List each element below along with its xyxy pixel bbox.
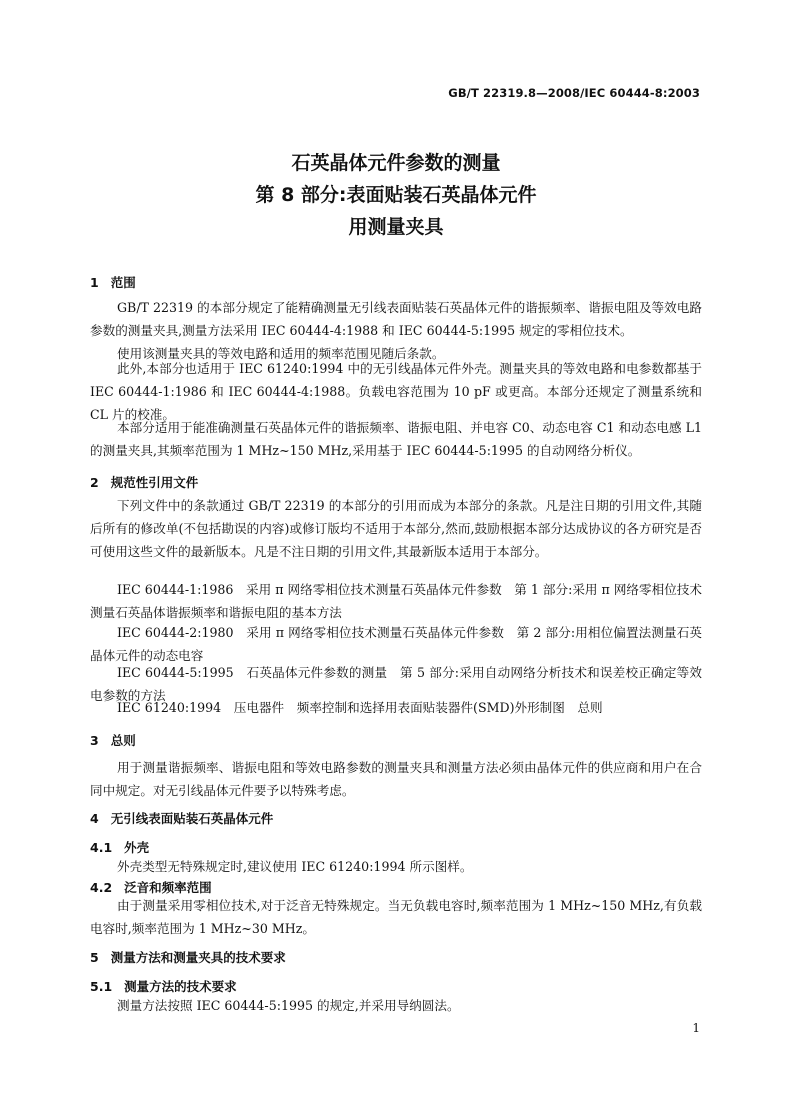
section-number: 5 xyxy=(90,950,99,965)
section-5-1-heading xyxy=(90,977,237,995)
section-number: 5.1 xyxy=(90,979,113,994)
paragraph: 本部分适用于能准确测量石英晶体元件的谐振频率、谐振电阻、并电容 C0、动态电容 C1 和动态电感 L1 的测量夹具,其频率范围为 1 MHz~150 MHz,采用基于 IEC 60444-5:1995 的自动网络分析仪。 xyxy=(90,420,702,459)
section-number: 1 xyxy=(90,275,99,290)
section-title: 无引线表面贴装石英晶体元件 xyxy=(110,811,274,826)
section-number: 2 xyxy=(90,475,99,490)
section-title: 测量方法的技术要求 xyxy=(124,979,237,994)
document-title-line-3: 用测量夹具 xyxy=(348,216,444,238)
standard-number-header: GB/T 22319.8—2008/IEC 60444-8:2003 xyxy=(448,86,700,100)
document-title-line-1: 石英晶体元件参数的测量 xyxy=(291,152,501,174)
section-number: 4.2 xyxy=(90,880,113,895)
section-4-1-heading xyxy=(90,838,149,856)
page-number: 1 xyxy=(692,1021,700,1035)
paragraph: 此外,本部分也适用于 IEC 61240:1994 中的无引线晶体元件外壳。测量夹具的等效电路和电参数都基于 IEC 60444-1:1986 和 IEC 60444-4:1988。负载电容范围为 10 pF 或更高。本部分还规定了测量系统和 CL 片的校准。 xyxy=(90,361,702,423)
section-4-heading xyxy=(90,809,273,827)
section-number: 4.1 xyxy=(90,840,113,855)
section-5-heading xyxy=(90,948,286,966)
paragraph: 测量方法按照 IEC 60444-5:1995 的规定,并采用导纳圆法。 xyxy=(117,998,460,1013)
section-title: 泛音和频率范围 xyxy=(124,880,212,895)
paragraph: 使用该测量夹具的等效电路和适用的频率范围见随后条款。 xyxy=(117,346,445,361)
reference-entry: IEC 60444-2:1980 采用 π 网络零相位技术测量石英晶体元件参数 第 2 部分:用相位偏置法测量石英晶体元件的动态电容 xyxy=(90,625,702,664)
section-number: 3 xyxy=(90,733,99,748)
paragraph: 由于测量采用零相位技术,对于泛音无特殊规定。当无负载电容时,频率范围为 1 MHz~150 MHz,有负载电容时,频率范围为 1 MHz~30 MHz。 xyxy=(90,898,702,937)
paragraph: 用于测量谐振频率、谐振电阻和等效电路参数的测量夹具和测量方法必须由晶体元件的供应商和用户在合同中规定。对无引线晶体元件要予以特殊考虑。 xyxy=(90,760,702,799)
reference-entry: IEC 61240:1994 压电器件 频率控制和选择用表面贴装器件(SMD)外形制图 总则 xyxy=(117,700,603,715)
reference-entry: IEC 60444-1:1986 采用 π 网络零相位技术测量石英晶体元件参数 第 1 部分:采用 π 网络零相位技术测量石英晶体谐振频率和谐振电阻的基本方法 xyxy=(90,582,702,621)
paragraph: GB/T 22319 的本部分规定了能精确测量无引线表面贴装石英晶体元件的谐振频率、谐振电阻及等效电路参数的测量夹具,测量方法采用 IEC 60444-4:1988 和 IEC 60444-5:1995 规定的零相位技术。 xyxy=(90,300,702,339)
reference-entry: IEC 60444-5:1995 石英晶体元件参数的测量 第 5 部分:采用自动网络分析技术和误差校正确定等效电参数的方法 xyxy=(90,665,702,704)
paragraph: 外壳类型无特殊规定时,建议使用 IEC 61240:1994 所示图样。 xyxy=(117,859,473,874)
section-title: 总则 xyxy=(110,733,136,748)
document-title-line-2: 第 8 部分:表面贴装石英晶体元件 xyxy=(255,184,537,206)
section-title: 规范性引用文件 xyxy=(110,475,199,490)
section-title: 外壳 xyxy=(124,840,150,855)
section-3-heading xyxy=(90,731,136,749)
section-number: 4 xyxy=(90,811,99,826)
section-1-heading xyxy=(90,273,136,291)
paragraph: 下列文件中的条款通过 GB/T 22319 的本部分的引用而成为本部分的条款。凡是注日期的引用文件,其随后所有的修改单(不包括勘误的内容)或修订版均不适用于本部分,然而,鼓励根据本部分达成协议的各方研究是否可使用这些文件的最新版本。凡是不注日期的引用文件,其最新版本适用于本部分。 xyxy=(90,498,702,560)
section-title: 测量方法和测量夹具的技术要求 xyxy=(110,950,286,965)
section-2-heading xyxy=(90,473,198,491)
section-title: 范围 xyxy=(110,275,136,290)
